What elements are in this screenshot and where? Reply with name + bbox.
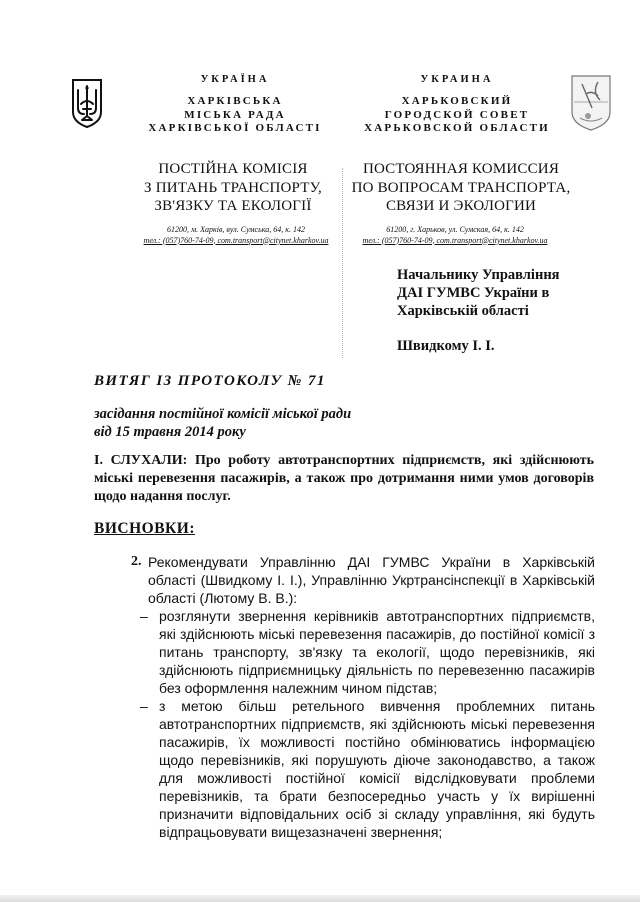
kharkiv-city-emblem-icon bbox=[568, 72, 614, 132]
list-item bbox=[140, 607, 595, 697]
list-item bbox=[140, 697, 595, 841]
list-item-text: з метою більш ретельного вивчення проблемних питань автотранспортних підприємств, які здійснюють міські перевезення пасажирів, їх можливості постійно обмінюватись інформацією щодо перевізників, які порушують діюче законодавство, а також для можливості постійної комісії відслідковувати проблеми перевізників, та брати безпосередньо участь у їх вирішенні призначити відповідальних осіб зі складу управління, які будуть відпрацьовувати вищезазначені звернення; bbox=[159, 698, 595, 840]
country-name-ru: УКРАИНА bbox=[420, 74, 494, 85]
contact-line-ru: тел.: (057)760-74-09, com.transport@citynet.kharkov.ua bbox=[362, 235, 548, 245]
page-bottom-edge bbox=[0, 895, 640, 902]
bullet-marker: – bbox=[140, 608, 148, 624]
document-title: ВИТЯГ ІЗ ПРОТОКОЛУ № 71 bbox=[94, 373, 326, 389]
recipient-name: Швидкому І. І. bbox=[397, 338, 495, 354]
city-council-ua: ХАРКІВСЬКА МІСЬКА РАДА ХАРКІВСЬКОЇ ОБЛАСТІ bbox=[148, 95, 322, 134]
address-block-ua bbox=[140, 225, 332, 246]
recipient-block: Начальнику Управління ДАІ ГУМВС України в Харківській області bbox=[397, 267, 560, 319]
heard-section: І. СЛУХАЛИ: Про роботу автотранспортних підприємств, які здійснюють міські перевезення пасажирів, а також про дотримання ними умов договорів щодо надання послуг. bbox=[94, 453, 594, 504]
recommendation-item bbox=[131, 553, 595, 607]
postal-address-ru: 61200, г. Харьков, ул. Сумская, 64, к. 142 bbox=[386, 225, 524, 234]
item-number: 2. bbox=[131, 554, 142, 569]
document-subtitle: засідання постійної комісії міської ради від 15 травня 2014 року bbox=[94, 406, 352, 440]
postal-address-ua: 61200, м. Харків, вул. Сумська, 64, к. 142 bbox=[167, 225, 305, 234]
tryzub-coat-of-arms-icon bbox=[70, 78, 104, 128]
city-council-ru: ХАРЬКОВСКИЙ ГОРОДСКОЙ СОВЕТ ХАРЬКОВСКОЙ ОБЛАСТИ bbox=[364, 95, 550, 134]
header-russian bbox=[352, 74, 562, 136]
country-name-ua: УКРАЇНА bbox=[200, 74, 270, 85]
header-divider bbox=[342, 168, 343, 358]
address-block-ru bbox=[350, 225, 560, 246]
committee-name-ru: ПОСТОЯННАЯ КОМИССИЯ ПО ВОПРОСАМ ТРАНСПОРТА, СВЯЗИ И ЭКОЛОГИИ bbox=[351, 161, 571, 214]
header-ukrainian bbox=[140, 74, 330, 136]
conclusions-heading: ВИСНОВКИ: bbox=[94, 520, 195, 537]
list-item-text: розглянути звернення керівників автотранспортних підприємств, які здійснюють міські перевезення пасажирів, до постійної комісії з питань транспорту, зв'язку та екології, щодо перевізників, які здійснюють підприємницьку діяльність по перевезенню пасажирів без оформлення належним чином підстав; bbox=[159, 608, 595, 696]
item-text: Рекомендувати Управлінню ДАІ ГУМВС України в Харківській області (Швидкому І. І.), Управлінню Укртрансінспекції в Харківській області (Лютому В. В.): bbox=[148, 554, 595, 606]
committee-name-ua: ПОСТІЙНА КОМІСІЯ З ПИТАНЬ ТРАНСПОРТУ, ЗВ'ЯЗКУ ТА ЕКОЛОГІЇ bbox=[144, 161, 322, 214]
bullet-marker: – bbox=[140, 698, 148, 714]
contact-line-ua: тел.: (057)760-74-09, com.transport@citynet.kharkov.ua bbox=[143, 235, 329, 245]
